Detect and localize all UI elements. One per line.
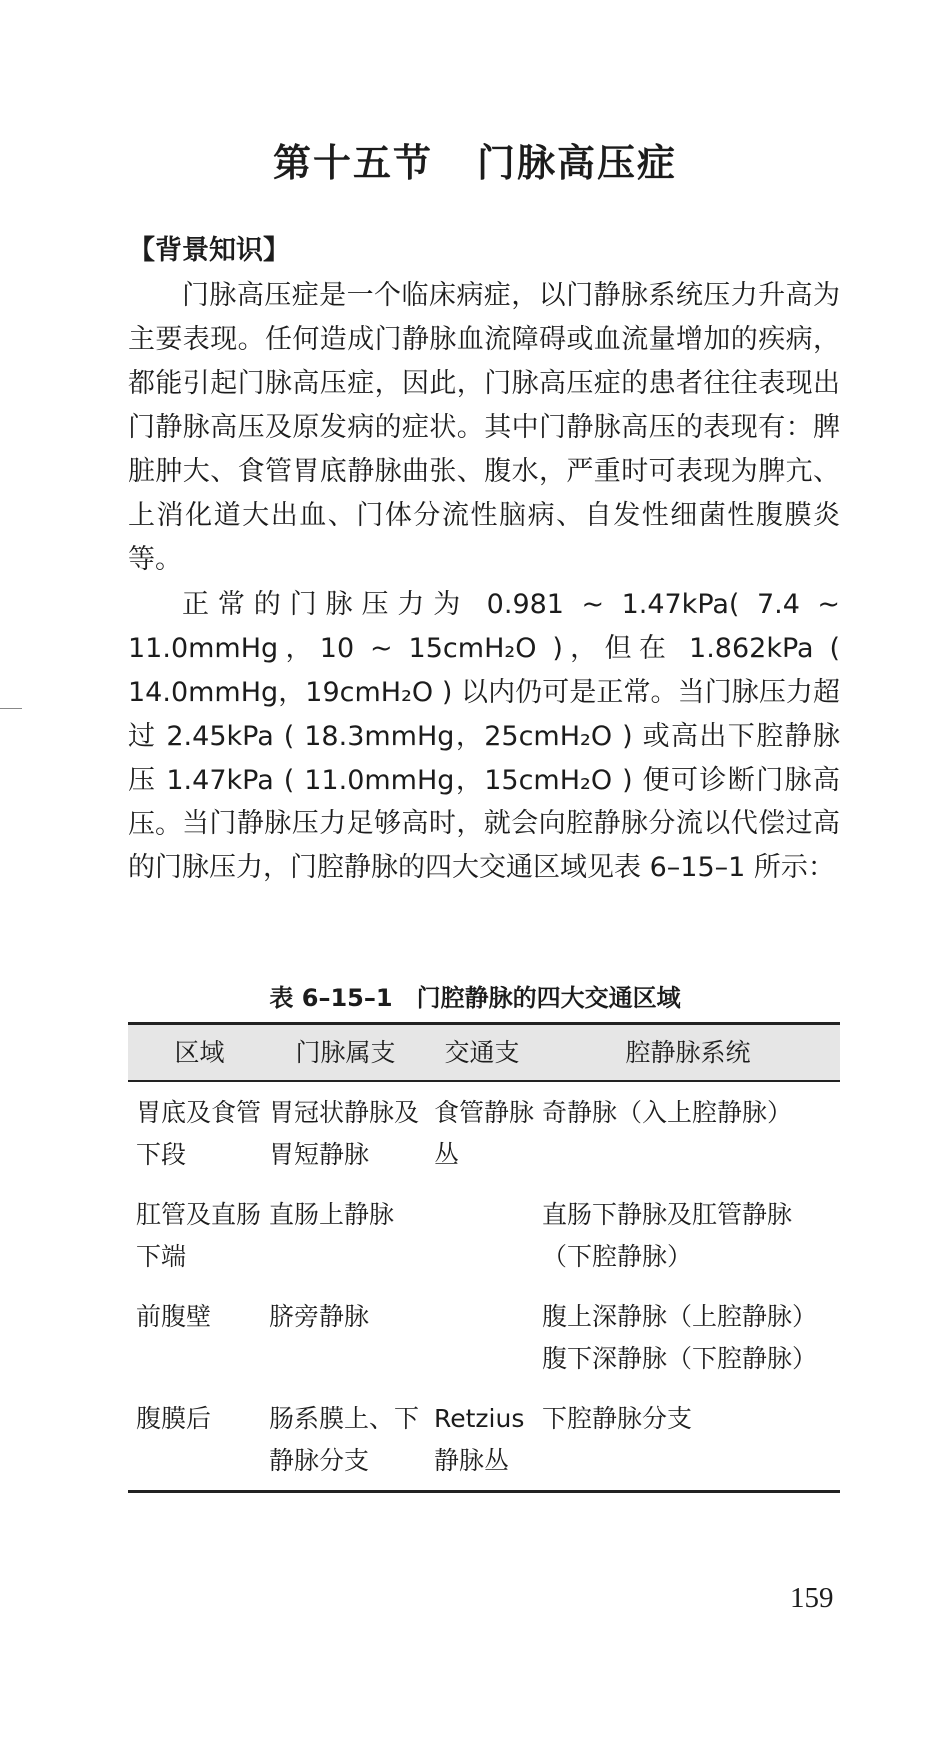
table-row bbox=[128, 1184, 840, 1286]
table-caption: 表 6–15–1 门腔静脉的四大交通区域 bbox=[269, 984, 681, 1012]
header-cell: 门脉属支 bbox=[295, 1037, 396, 1067]
table-header-row bbox=[128, 1025, 840, 1082]
cell: 肛管及直肠下端 bbox=[136, 1200, 262, 1271]
cell: 腹上深静脉（上腔静脉）腹下深静脉（下腔静脉） bbox=[542, 1302, 818, 1373]
cell bbox=[428, 1296, 536, 1380]
cell: 脐旁静脉 bbox=[269, 1302, 370, 1331]
cell bbox=[428, 1194, 536, 1278]
cell: Retzius 静脉丛 bbox=[434, 1404, 525, 1475]
paragraph-1 bbox=[128, 274, 840, 582]
cell: 胃冠状静脉及胃短静脉 bbox=[269, 1098, 420, 1169]
header-cell: 区域 bbox=[174, 1037, 225, 1067]
portal-caval-table bbox=[128, 1022, 840, 1493]
background-label: 【背景知识】 bbox=[128, 235, 290, 266]
cell: 腹膜后 bbox=[136, 1404, 212, 1433]
paragraph-text: 当门静脉压力足够高时，就会向腔静脉分流以代偿过高的门脉压力，门腔静脉的四大交通区域见表 6–15–1 所示： bbox=[128, 808, 840, 883]
paragraph-3 bbox=[128, 802, 840, 890]
header-cell: 交通支 bbox=[444, 1037, 520, 1067]
cell: 直肠下静脉及肛管静脉（下腔静脉） bbox=[542, 1200, 793, 1271]
table-row bbox=[128, 1082, 840, 1184]
cell: 胃底及食管下段 bbox=[136, 1098, 262, 1169]
paragraph-text: 门脉高压症是一个临床病症，以门静脉系统压力升高为主要表现。任何造成门静脉血流障碍或血流量增加的疾病，都能引起门脉高压症，因此，门脉高压症的患者往往表现出门静脉高压及原发病的症状。其中门静脉高压的表现有：脾脏肿大、食管胃底静脉曲张、腹水，严重时可表现为脾亢、上消化道大出血、门体分流性脑病、自发性细菌性腹膜炎等。 bbox=[128, 280, 840, 575]
paragraph-text: 正常的门脉压力为 0.981 ~ 1.47kPa( 7.4 ~ 11.0mmHg，10 ~ 15cmH₂O )，但在 1.862kPa ( 14.0mmHg，19cmH₂O ) 以内仍可是正常。当门脉压力超过 2.45kPa ( 18.3mmHg，25cmH₂O ) 或高出下腔静脉压 1.47kPa ( 11.0mmHg，15cmH₂O ) 便可诊断门脉高压。 bbox=[128, 589, 840, 840]
section-heading bbox=[0, 132, 950, 187]
cell: 直肠上静脉 bbox=[269, 1200, 395, 1229]
margin-mark bbox=[0, 708, 22, 709]
cell: 食管静脉丛 bbox=[434, 1098, 535, 1169]
cell: 下腔静脉分支 bbox=[542, 1404, 693, 1433]
header-cell: 腔静脉系统 bbox=[625, 1037, 751, 1067]
page-number: 159 bbox=[790, 1582, 834, 1614]
table-row bbox=[128, 1388, 840, 1490]
section-number: 第十五节 bbox=[272, 141, 433, 185]
cell: 肠系膜上、下静脉分支 bbox=[269, 1404, 420, 1475]
cell: 前腹壁 bbox=[136, 1302, 212, 1331]
section-title: 门脉高压症 bbox=[477, 141, 678, 185]
cell: 奇静脉（入上腔静脉） bbox=[542, 1098, 793, 1127]
table-row bbox=[128, 1286, 840, 1388]
